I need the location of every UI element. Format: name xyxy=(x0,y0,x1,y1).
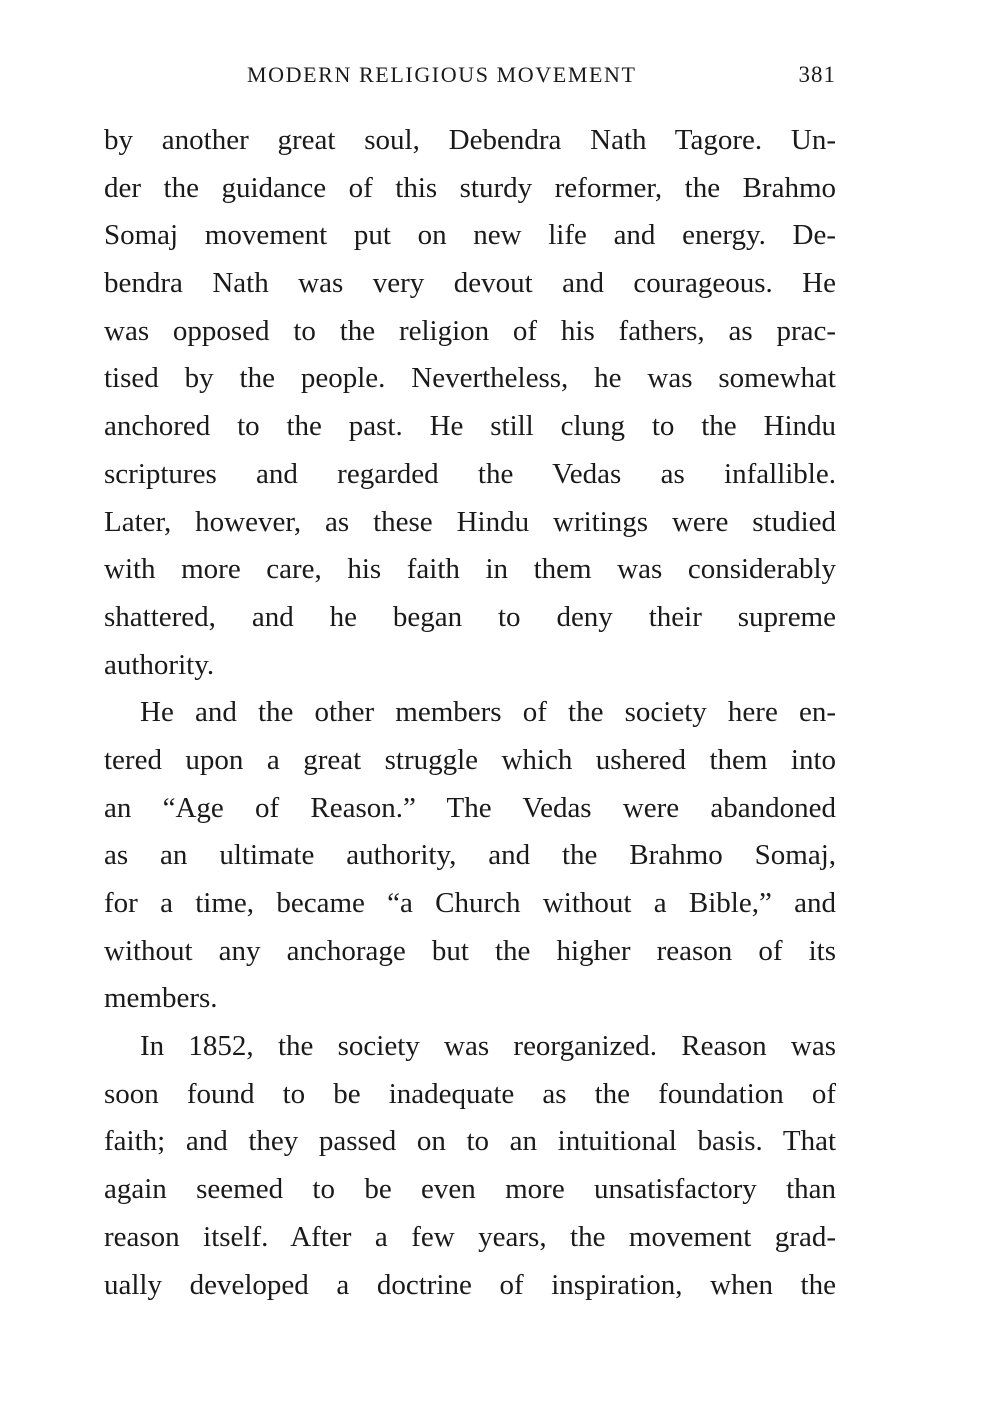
text-line: scriptures and regarded the Vedas as infallible. xyxy=(104,457,836,490)
text-line: Later, however, as these Hindu writings were studied xyxy=(104,505,836,538)
text-line: shattered, and he began to deny their supreme xyxy=(104,600,836,633)
running-title: MODERN RELIGIOUS MOVEMENT xyxy=(247,62,637,87)
body-text xyxy=(104,117,836,1309)
paragraph-2 xyxy=(104,689,836,1023)
text-line: tised by the people. Nevertheless, he was somewhat xyxy=(104,362,836,395)
text-line: with more care, his faith in them was considerably xyxy=(104,553,836,586)
text-line: members. xyxy=(104,982,218,1015)
text-line: Somaj movement put on new life and energy. De- xyxy=(104,219,836,252)
text-line: as an ultimate authority, and the Brahmo Somaj, xyxy=(104,839,836,872)
text-line: was opposed to the religion of his fathers, as prac- xyxy=(104,314,836,347)
text-line: by another great soul, Debendra Nath Tagore. Un- xyxy=(104,124,836,156)
running-head xyxy=(104,58,836,92)
text-line: reason itself. After a few years, the movement grad- xyxy=(104,1220,836,1253)
text-line: He and the other members of the society here en- xyxy=(140,696,836,729)
text-line: without any anchorage but the higher reason of its xyxy=(104,934,836,967)
text-line: der the guidance of this sturdy reformer, the Brahmo xyxy=(104,171,836,204)
text-line: bendra Nath was very devout and courageous. He xyxy=(104,267,836,300)
text-line: ually developed a doctrine of inspiration, when the xyxy=(104,1268,836,1301)
text-line: faith; and they passed on to an intuitional basis. That xyxy=(104,1125,836,1158)
text-line: anchored to the past. He still clung to the Hindu xyxy=(104,410,836,443)
paragraph-1 xyxy=(104,117,836,689)
text-line: again seemed to be even more unsatisfactory than xyxy=(104,1173,836,1206)
text-line: In 1852, the society was reorganized. Reason was xyxy=(140,1030,836,1063)
page-number: 381 xyxy=(798,62,836,87)
text-line: for a time, became “a Church without a Bible,” and xyxy=(104,887,836,919)
text-line: authority. xyxy=(104,648,215,681)
text-line: soon found to be inadequate as the foundation of xyxy=(104,1077,836,1110)
text-line: an “Age of Reason.” The Vedas were abandoned xyxy=(104,791,836,824)
paragraph-3 xyxy=(104,1023,836,1309)
text-line: tered upon a great struggle which ushered them into xyxy=(104,743,836,776)
